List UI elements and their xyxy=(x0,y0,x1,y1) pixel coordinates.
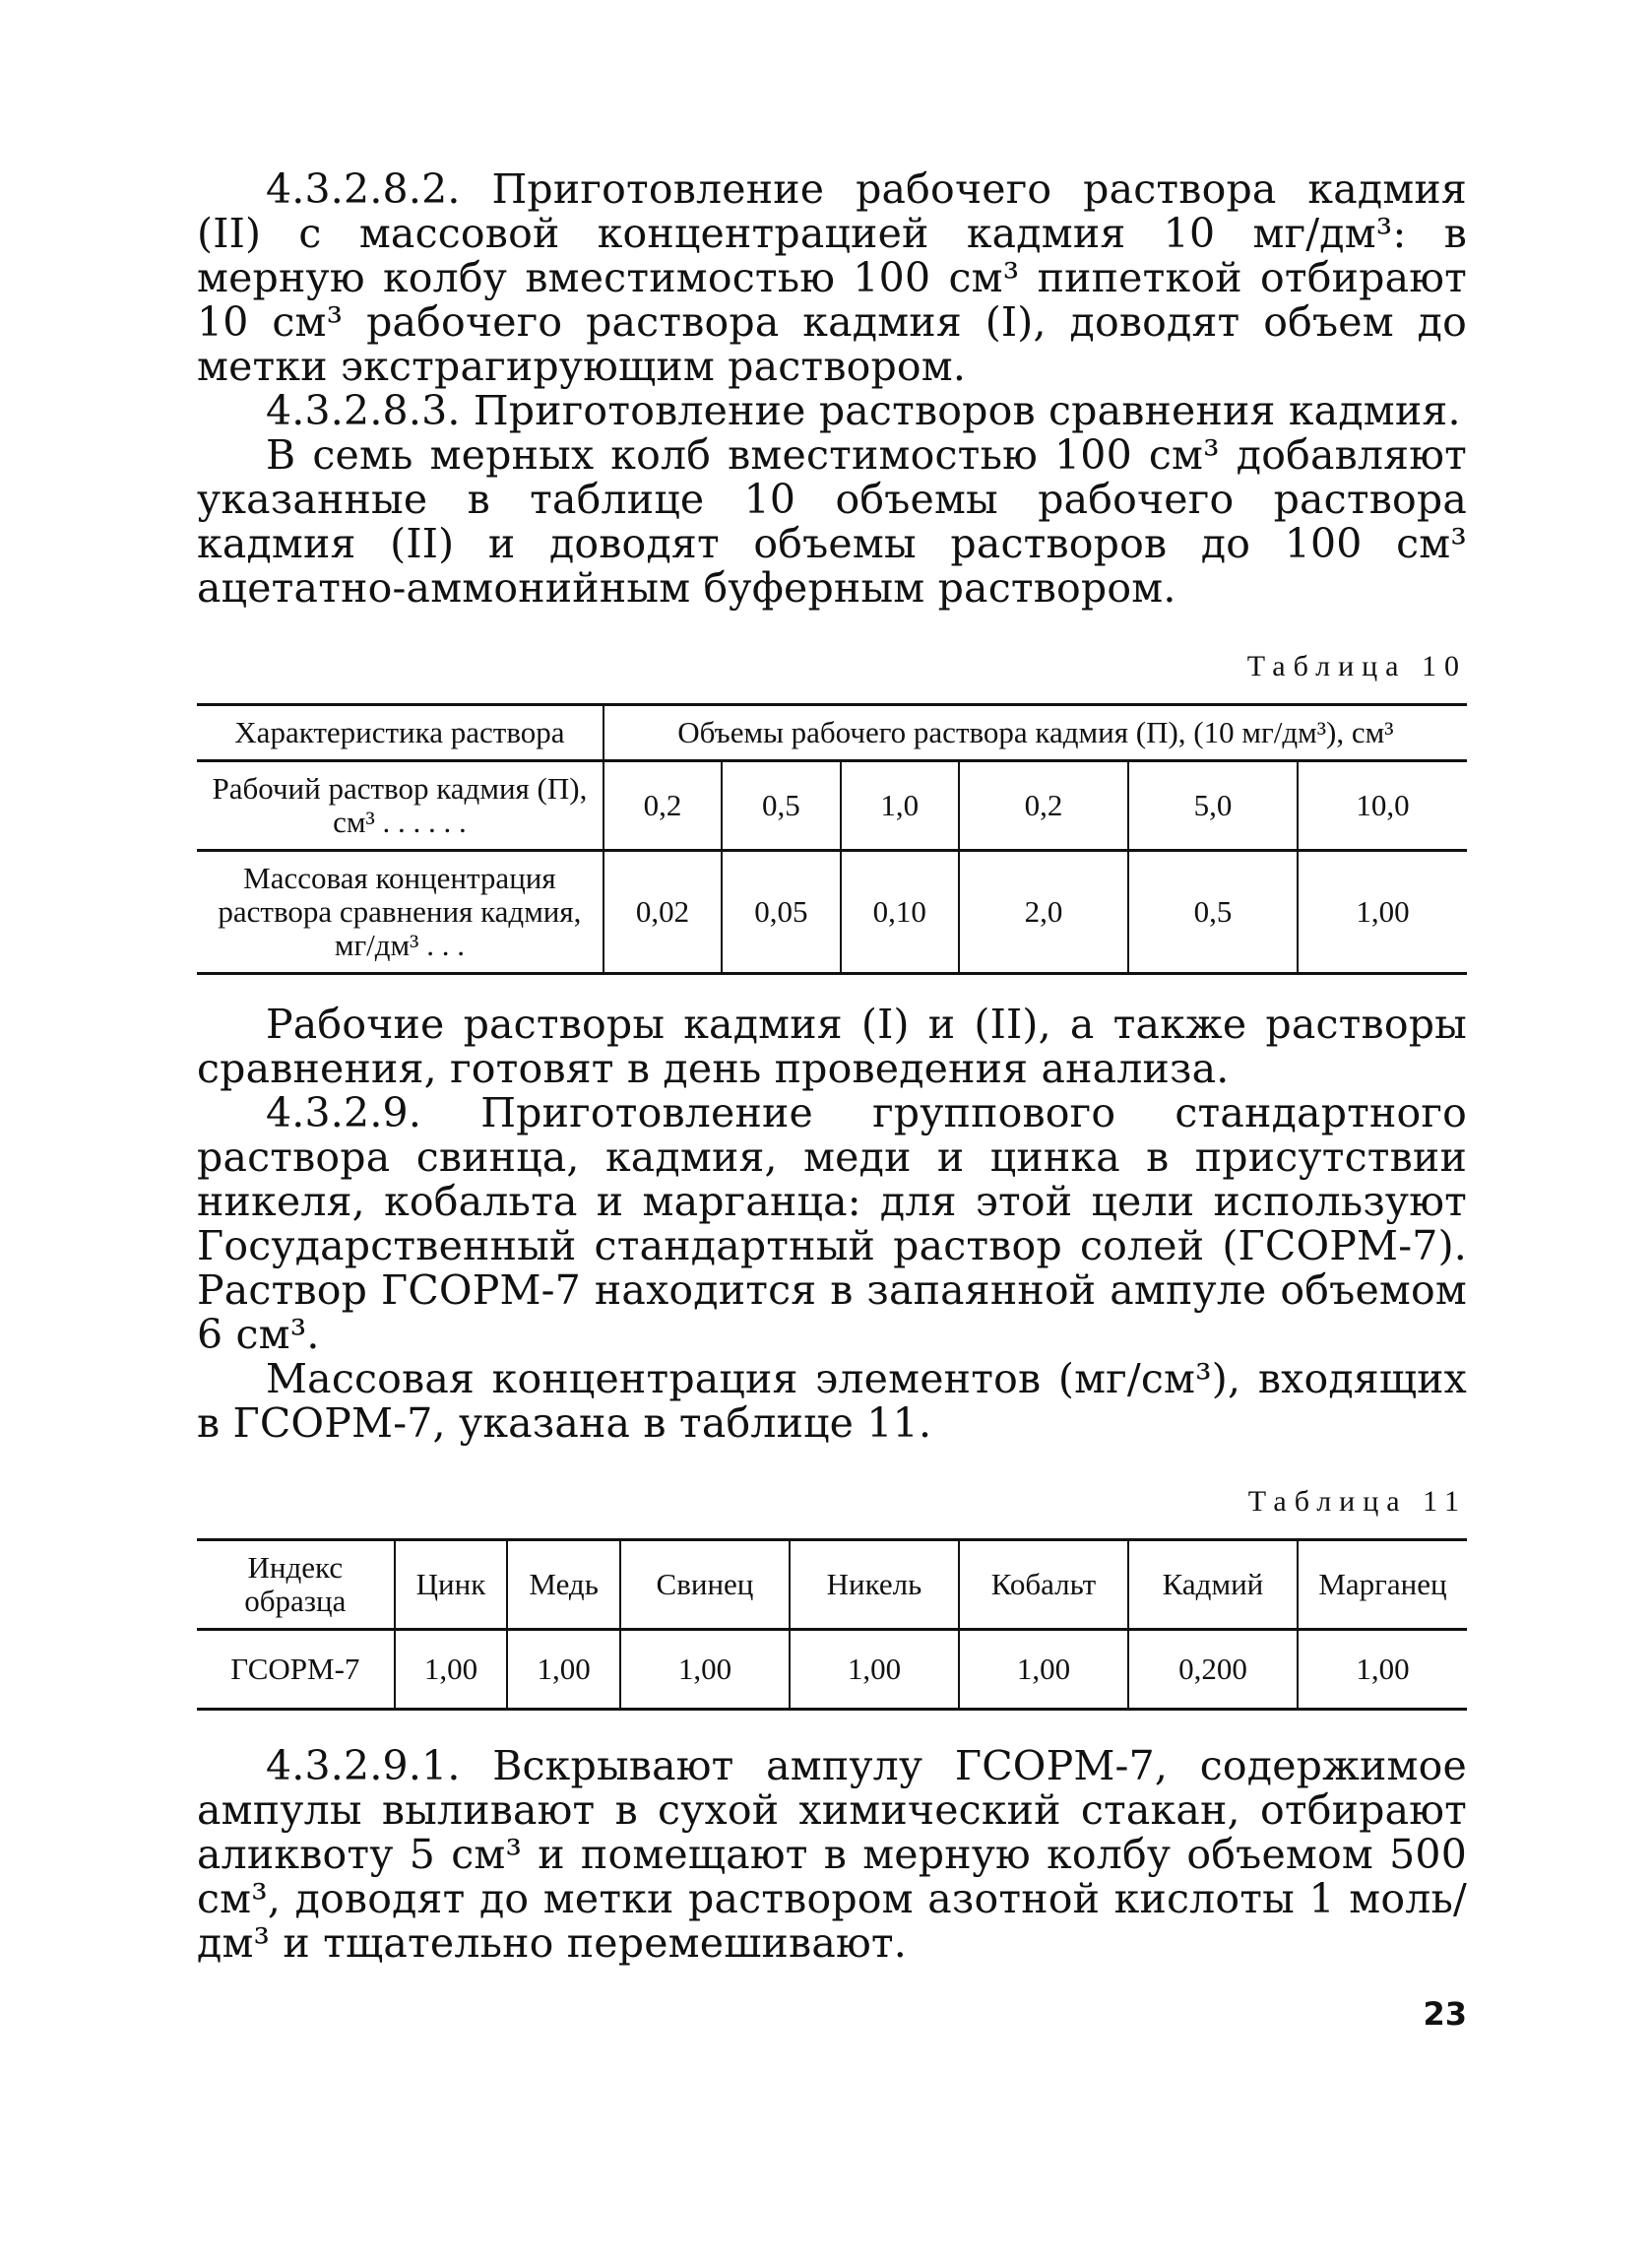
table-10-row-label: Массовая концентрация раствора сравнения кадмия, мг/дм³ . . . xyxy=(197,851,604,974)
table-cell: 1,00 xyxy=(620,1630,790,1710)
table-cell: ГСОРМ-7 xyxy=(230,1652,360,1686)
table-cell: 0,200 xyxy=(1128,1630,1298,1710)
page-number: 23 xyxy=(1423,1995,1467,2033)
table-cell: 2,0 xyxy=(959,851,1128,974)
paragraph-4-3-2-8-2: 4.3.2.8.2. Приготовление рабочего раствора кадмия (II) с массовой концентрацией кадмия 10 мг/дм³: в мерную колбу вместимостью 100 см³ пипеткой отбирают 10 см³ рабочего раствора кадмия (I), доводят объем до метки экстрагирующим раствором. xyxy=(197,165,1467,390)
table-row xyxy=(197,761,1467,851)
table-11-header: Марганец xyxy=(1298,1540,1467,1630)
table-cell: 1,00 xyxy=(959,1630,1128,1710)
table-cell: 1,00 xyxy=(790,1630,959,1710)
document-page xyxy=(197,167,1467,2033)
table-11-header: Цинк xyxy=(395,1540,508,1630)
table-10 xyxy=(197,703,1467,975)
table-cell: 0,10 xyxy=(841,851,959,974)
table-cell: 0,2 xyxy=(959,761,1128,851)
table-11-header: Никель xyxy=(790,1540,959,1630)
table-cell: 0,5 xyxy=(722,761,840,851)
table-cell: 0,5 xyxy=(1128,851,1298,974)
paragraph-working-solutions: Рабочие растворы кадмия (I) и (II), а также растворы сравнения, готовят в день проведения анализа. xyxy=(197,1001,1467,1092)
table-cell: 5,0 xyxy=(1128,761,1298,851)
table-cell: 1,00 xyxy=(1298,1630,1467,1710)
table-cell: 0,2 xyxy=(604,761,722,851)
table-10-caption: Таблица 10 xyxy=(1246,650,1467,682)
table-cell: 1,00 xyxy=(395,1630,508,1710)
table-10-col-header-volumes: Объемы рабочего раствора кадмия (П), (10 мг/дм³), см³ xyxy=(604,705,1467,761)
table-11-header: Свинец xyxy=(620,1540,790,1630)
table-11-header: Медь xyxy=(507,1540,620,1630)
table-10-col-header-characteristic: Характеристика раствора xyxy=(197,705,604,761)
paragraph-mass-concentration: Массовая концентрация элементов (мг/см³), входящих в ГСОРМ-7, указана в таблице 11. xyxy=(197,1355,1467,1447)
table-11-header: Кадмий xyxy=(1128,1540,1298,1630)
table-cell: 1,0 xyxy=(841,761,959,851)
table-11-caption: Таблица 11 xyxy=(1247,1485,1467,1518)
table-cell: 1,00 xyxy=(507,1630,620,1710)
table-cell: 0,05 xyxy=(722,851,840,974)
table-11-header: Кобальт xyxy=(959,1540,1128,1630)
table-11-header: Индекс образца xyxy=(197,1540,395,1630)
paragraph-4-3-2-9: 4.3.2.9. Приготовление группового стандартного раствора свинца, кадмия, меди и цинка в присутствии никеля, кобальта и марганца: для этой цели используют Государственный стандартный раствор солей (ГСОРМ-7). Раствор ГСОРМ-7 находится в запаянной ампуле объемом 6 см³. xyxy=(197,1089,1467,1358)
table-cell: 10,0 xyxy=(1298,761,1467,851)
paragraph-4-3-2-8-3: 4.3.2.8.3. Приготовление растворов сравнения кадмия. xyxy=(266,387,1461,434)
table-10-row-label: Рабочий раствор кадмия (П), см³ . . . . . . xyxy=(212,771,588,839)
table-11 xyxy=(197,1538,1467,1711)
table-row xyxy=(197,1630,1467,1710)
table-cell: 0,02 xyxy=(604,851,722,974)
table-row xyxy=(197,851,1467,974)
paragraph-flasks: В семь мерных колб вместимостью 100 см³ добавляют указанные в таблице 10 объемы рабочего раствора кадмия (II) и доводят объемы растворов до 100 см³ ацетатно-аммонийным буферным раствором. xyxy=(197,431,1467,612)
table-cell: 1,00 xyxy=(1298,851,1467,974)
paragraph-4-3-2-9-1: 4.3.2.9.1. Вскрывают ампулу ГСОРМ-7, содержимое ампулы выливают в сухой химический стакан, отбирают аликвоту 5 см³ и помещают в мерную колбу объемом 500 см³, доводят до метки раствором азотной кислоты 1 моль/дм³ и тщательно перемешивают. xyxy=(197,1742,1467,1967)
